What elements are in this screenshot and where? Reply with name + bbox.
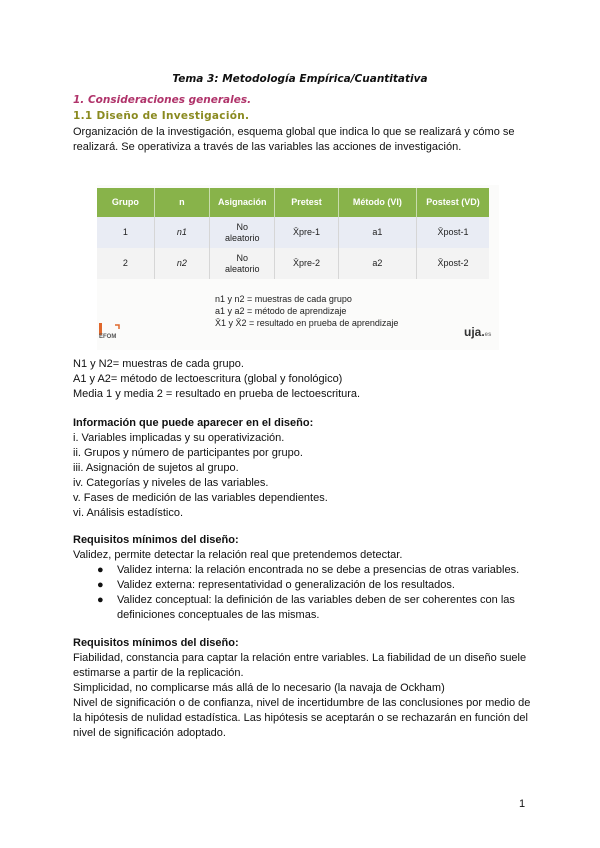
info-item: iii. Asignación de sujetos al grupo. [73, 462, 239, 474]
requirements-paragraph: Simplicidad, no complicarse más allá de lo necesario (la navaja de Ockham) [73, 682, 445, 694]
requirements-paragraph: Fiabilidad, constancia para captar la relación entre variables. La fiabilidad de un diseño suele estimarse a partir de la replicación. [73, 652, 527, 679]
subsection-heading: 1.1 Diseño de Investigación. [73, 110, 250, 122]
table-row [97, 217, 489, 248]
table-cell: n2 [154, 248, 209, 279]
design-figure [97, 185, 499, 350]
table-header: n [154, 188, 209, 217]
table-header: Postest (VD) [417, 188, 489, 217]
bullet-item: ● Validez externa: representatividad o generalización de los resultados. [97, 579, 455, 591]
note-line: N1 y N2= muestras de cada grupo. [73, 358, 244, 370]
table-cell: a1 [338, 217, 416, 248]
info-item: vi. Análisis estadístico. [73, 507, 184, 519]
design-table [97, 188, 489, 279]
legend-line: a1 y a2 = método de aprendizaje [215, 306, 347, 316]
table-cell: X̄pre-1 [275, 217, 338, 248]
figure-legend [117, 293, 398, 329]
info-item: v. Fases de medición de las variables dependientes. [73, 492, 328, 504]
page-number: 1 [519, 798, 526, 810]
info-item: ii. Grupos y número de participantes por grupo. [73, 447, 303, 459]
bullet-item: ● Validez interna: la relación encontrada no se debe a presencias de otras variables. [97, 564, 520, 576]
note-line: A1 y A2= método de lectoescritura (global y fonológico) [73, 373, 343, 385]
page-title: Tema 3: Metodología Empírica/Cuantitativa [172, 73, 428, 85]
table-cell: X̄post-1 [417, 217, 489, 248]
intro-paragraph: Organización de la investigación, esquema global que indica lo que se realizará y cómo se realizará. Se operativiza a través de las variables las acciones de investigación. [73, 126, 515, 153]
info-item: i. Variables implicadas y su operativización. [73, 432, 285, 444]
note-line: Media 1 y media 2 = resultado en prueba de lectoescritura. [73, 388, 361, 400]
table-cell: X̄post-2 [417, 248, 489, 279]
requirements-heading: Requisitos mínimos del diseño: [73, 534, 239, 546]
requirements-paragraph: Nivel de significación o de confianza, nivel de incertidumbre de las conclusiones por medio de la hipótesis de nulidad estadística. Las hipótesis se aceptarán o se rechazarán en función del nivel de significación adoptado. [73, 697, 531, 739]
bullet-item: ● Validez conceptual: la definición de las variables deben de ser coherentes con las definiciones conceptuales de las mismas. [97, 594, 515, 621]
table-cell: X̄pre-2 [275, 248, 338, 279]
table-header: Método (VI) [338, 188, 416, 217]
table-cell: a2 [338, 248, 416, 279]
uja-logo: uja.es [464, 325, 492, 339]
legend-line: n1 y n2 = muestras de cada grupo [215, 294, 352, 304]
table-row [97, 248, 489, 279]
table-cell: 2 [97, 248, 154, 279]
table-header: Asignación [210, 188, 275, 217]
section-heading: 1. Consideraciones generales. [73, 94, 252, 106]
table-cell: No aleatorio [210, 248, 275, 279]
table-header: Pretest [275, 188, 338, 217]
info-item: iv. Categorías y niveles de las variables. [73, 477, 269, 489]
table-cell: 1 [97, 217, 154, 248]
legend-line: X̄1 y X̄2 = resultado en prueba de aprendizaje [215, 318, 399, 328]
requirements-intro: Validez, permite detectar la relación real que pretendemos detectar. [73, 549, 403, 561]
requirements-heading-2: Requisitos mínimos del diseño: [73, 637, 239, 649]
info-heading: Información que puede aparecer en el diseño: [73, 417, 314, 429]
efom-logo-text: EFOM [99, 334, 117, 340]
table-header: Grupo [97, 188, 154, 217]
table-cell: No aleatorio [210, 217, 275, 248]
table-cell: n1 [154, 217, 209, 248]
